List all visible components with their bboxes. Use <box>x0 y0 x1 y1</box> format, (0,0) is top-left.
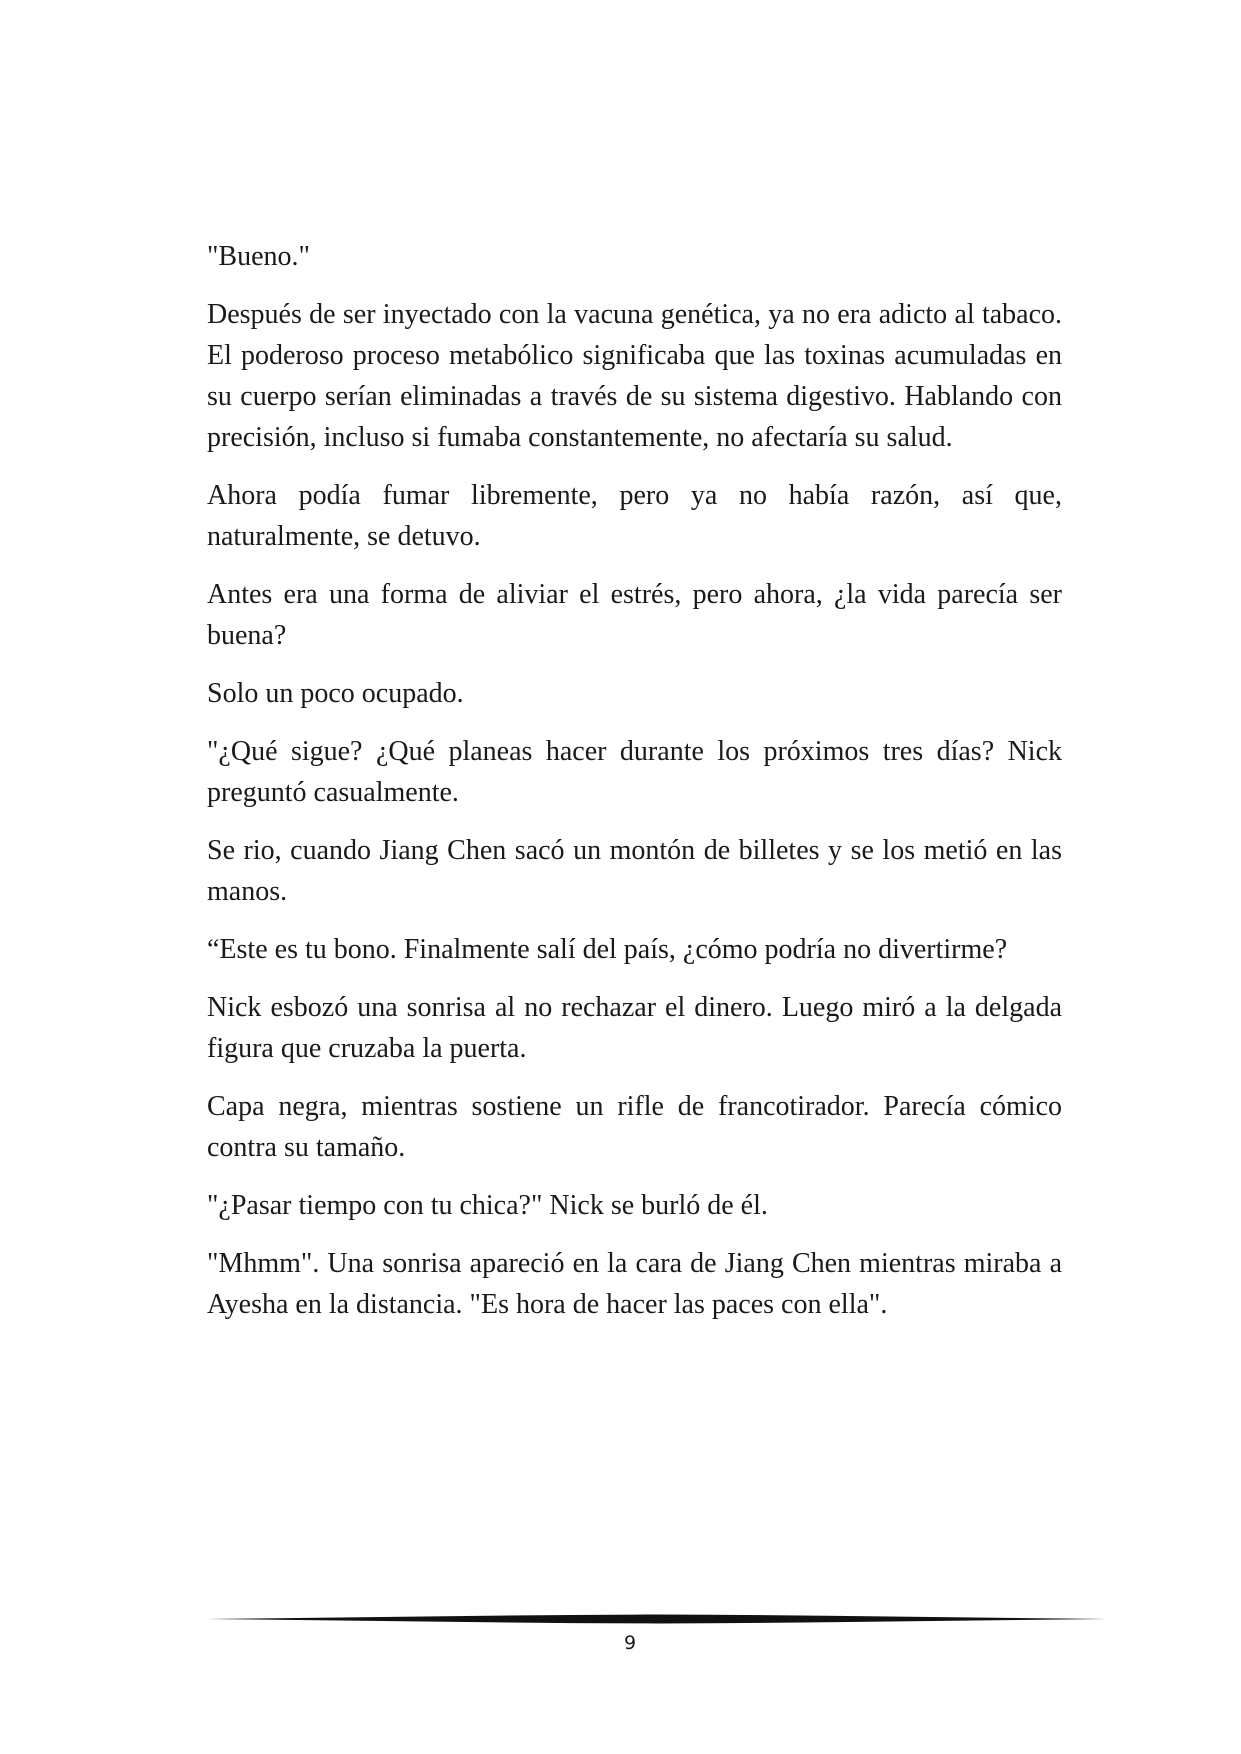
paragraph: "Mhmm". Una sonrisa apareció en la cara de Jiang Chen mientras miraba a Ayesha en la distancia. "Es hora de hacer las paces con ella". <box>207 1248 1062 1320</box>
paragraph: "Bueno." <box>207 241 310 272</box>
paragraph: Se rio, cuando Jiang Chen sacó un montón de billetes y se los metió en las manos. <box>207 835 1062 907</box>
paragraph: “Este es tu bono. Finalmente salí del país, ¿cómo podría no divertirme? <box>207 934 1008 965</box>
paragraph: Solo un poco ocupado. <box>207 678 464 709</box>
paragraph: Después de ser inyectado con la vacuna genética, ya no era adicto al tabaco. El poderoso proceso metabólico significaba que las toxinas acumuladas en su cuerpo serían eliminadas a través de su sistema digestivo. Hablando con precisión, incluso si fumaba constantemente, no afectaría su salud. <box>207 299 1062 453</box>
paragraph: Ahora podía fumar libremente, pero ya no había razón, así que, naturalmente, se detuvo. <box>207 480 1062 552</box>
paragraph: Capa negra, mientras sostiene un rifle de francotirador. Parecía cómico contra su tamaño. <box>207 1091 1062 1163</box>
paragraph: "¿Pasar tiempo con tu chica?" Nick se burló de él. <box>207 1190 768 1221</box>
footer-divider <box>207 1612 1107 1626</box>
paragraph: Antes era una forma de aliviar el estrés, pero ahora, ¿la vida parecía ser buena? <box>207 579 1062 651</box>
paragraph: "¿Qué sigue? ¿Qué planeas hacer durante los próximos tres días? Nick preguntó casualmente. <box>207 736 1062 808</box>
paragraph: Nick esbozó una sonrisa al no rechazar el dinero. Luego miró a la delgada figura que cruzaba la puerta. <box>207 992 1062 1064</box>
page-number: 9 <box>623 1632 637 1654</box>
footer-divider-stroke <box>207 1615 1107 1624</box>
body-text <box>207 236 1062 1342</box>
